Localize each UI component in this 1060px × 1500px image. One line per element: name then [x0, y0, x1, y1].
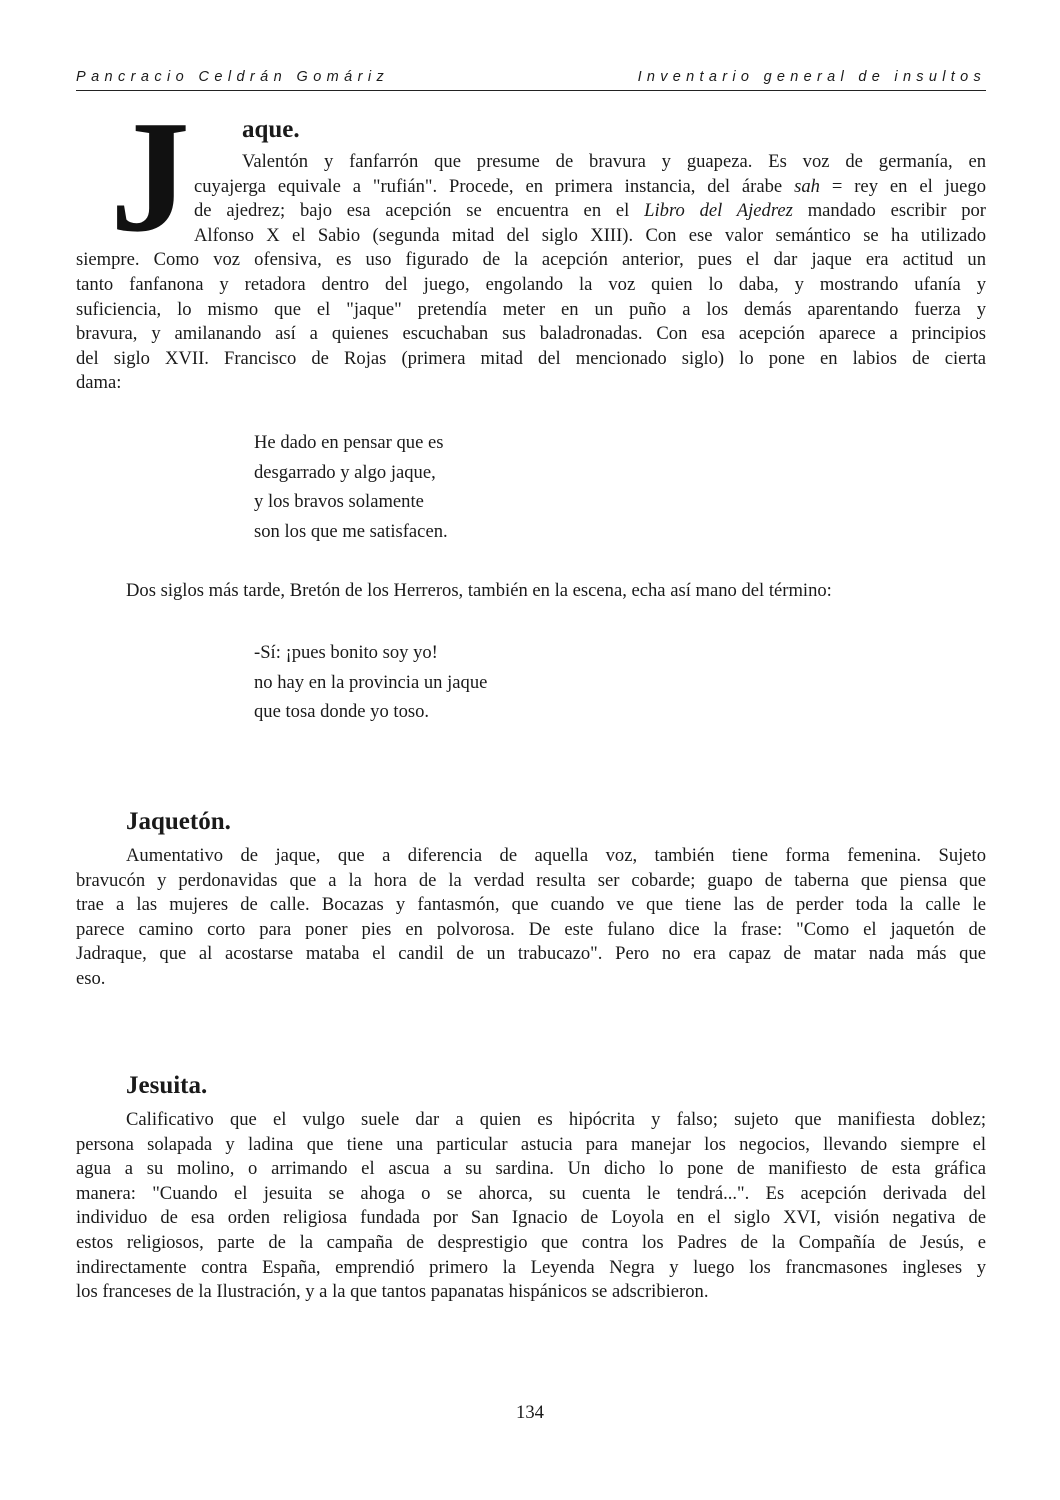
- body-line: Valentón y fanfarrón que presume de bravura y guapeza. Es voz de germanía, en: [242, 151, 986, 172]
- body-line: persona solapada y ladina que tiene una particular astucia para manejar los negocios, llevando siempre el: [76, 1133, 986, 1155]
- body-line: agua a su molino, o arrimando el ascua a su sardina. Un dicho lo pone de manifiesto de esta gráfica: [76, 1158, 986, 1180]
- verse-quote-breton: [254, 638, 487, 727]
- verse-line: no hay en la provincia un jaque: [254, 671, 488, 693]
- body-line: tanto fanfanona y retadora dentro del juego, engolando la voz quien lo daba, y mostrando ufanía y: [76, 273, 986, 295]
- body-line: estos religiosos, parte de la campaña de desprestigio que contra los Padres de la Compañía de Jesús, e: [76, 1231, 986, 1253]
- verse-line: son los que me satisfacen.: [254, 520, 448, 542]
- body-line: individuo de esa orden religiosa fundada por San Ignacio de Loyola en el siglo XVI, visión negativa de: [76, 1207, 986, 1229]
- body-line: bravura, y amilanando así a quienes escuchaban sus baladronadas. Con esa acepción aparece a principios: [76, 323, 986, 345]
- transition-paragraph: Dos siglos más tarde, Bretón de los Herreros, también en la escena, echa así mano del término:: [126, 580, 832, 601]
- header-author: Pancracio Celdrán Gomáriz: [76, 69, 390, 85]
- body-line: bravucón y perdonavidas que a la hora de la verdad resulta ser cobarde; guapo de taberna que piensa que: [76, 869, 986, 891]
- body-line: cuyajerga equivale a "rufián". Procede, en primera instancia, del árabe sah = rey en el juego: [194, 175, 986, 197]
- body-line: trae a las mujeres de calle. Bocazas y fantasmón, que cuando ve que tiene las de perder toda la calle le: [76, 894, 986, 916]
- body-line: siempre. Como voz ofensiva, es uso figurado de la acepción anterior, pues el dar jaque era actitud un: [76, 249, 986, 271]
- running-header: [76, 68, 986, 91]
- body-line: Jadraque, que al acostarse mataba el candil de un trabucazo". Pero no era capaz de matar nada más que: [76, 943, 986, 965]
- entry-title-jaqueton: Jaquetón.: [126, 808, 231, 835]
- body-line: Calificativo que el vulgo suele dar a quien es hipócrita y falso; sujeto que manifiesta doblez;: [126, 1109, 986, 1130]
- verse-line: y los bravos solamente: [254, 491, 424, 512]
- body-line: los franceses de la Ilustración, y a la que tantos papanatas hispánicos se adscribieron.: [76, 1281, 709, 1303]
- body-line: de ajedrez; bajo esa acepción se encuentra en el Libro del Ajedrez mandado escribir por: [194, 200, 986, 222]
- body-line: parece camino corto para poner pies en polvorosa. De este fulano dice la frase: "Como el jaquetón de: [76, 918, 986, 940]
- verse-quote-rojas: [254, 428, 448, 546]
- entry-jesuita-body: [76, 1108, 986, 1305]
- entry-title-jaque: aque.: [242, 116, 300, 143]
- entry-title-jesuita: Jesuita.: [126, 1072, 208, 1099]
- verse-line: desgarrado y algo jaque,: [254, 461, 436, 483]
- verse-line: -Sí: ¡pues bonito soy yo!: [254, 642, 438, 663]
- body-line: indirectamente contra España, emprendió primero la Leyenda Negra y luego los francmasones ingleses y: [76, 1256, 986, 1278]
- body-line: del siglo XVII. Francisco de Rojas (primera mitad del mencionado siglo) lo pone en labios de cierta: [76, 347, 986, 369]
- page-number: 134: [516, 1402, 544, 1423]
- verse-line: que tosa donde yo toso.: [254, 701, 430, 722]
- body-line: manera: "Cuando el jesuita se ahoga o se ahorca, su cuenta le tendrá...". Es acepción derivada del: [76, 1182, 986, 1204]
- body-line: eso.: [76, 967, 106, 989]
- entry-jaqueton-body: [76, 844, 986, 992]
- verse-line: He dado en pensar que es: [254, 432, 444, 453]
- body-line: suficiencia, lo mismo que el "jaque" pretendía meter en un puño a los demás aparentando fuerza y: [76, 298, 986, 320]
- drop-cap: J: [110, 87, 190, 265]
- entry-jaque-body: [76, 150, 986, 396]
- header-book-title: Inventario general de insultos: [637, 69, 986, 85]
- body-line: dama:: [76, 372, 122, 394]
- body-line: Aumentativo de jaque, que a diferencia de aquella voz, también tiene forma femenina. Sujeto: [126, 845, 986, 866]
- body-line: Alfonso X el Sabio (segunda mitad del siglo XIII). Con ese valor semántico se ha utilizado: [194, 224, 986, 246]
